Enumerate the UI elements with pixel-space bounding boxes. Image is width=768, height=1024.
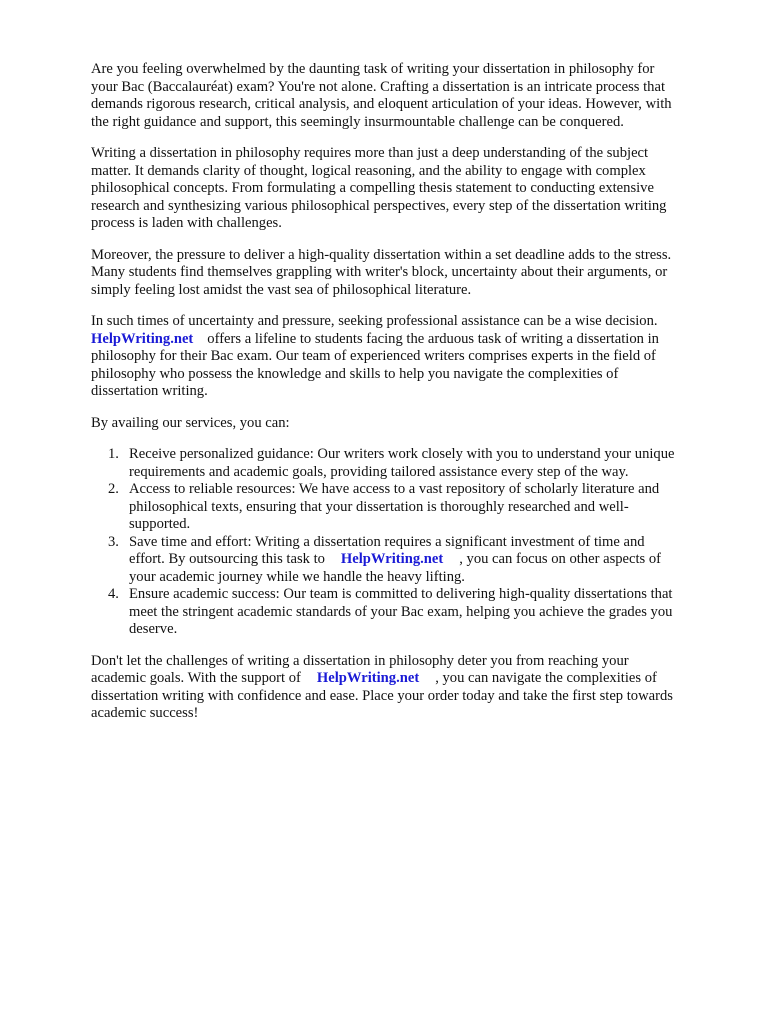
text-line [91,331,731,349]
list-number: 1. [108,446,119,462]
text-line: demands rigorous research, critical analysis, and eloquent articulation of your ideas. However, with [91,96,672,112]
text-line: Ensure academic success: Our team is committed to delivering high-quality dissertations that [129,586,673,602]
text-line: In such times of uncertainty and pressure, seeking professional assistance can be a wise decision. [91,313,658,329]
list-number: 2. [108,481,119,497]
text-line: dissertation writing. [91,383,208,399]
text-segment: effort. By outsourcing this task to [129,551,325,567]
intro-paragraphs [91,61,731,432]
document-body [91,61,731,737]
paragraph [91,653,731,723]
paragraph [91,145,731,233]
text-line [91,670,731,688]
text-line: Receive personalized guidance: Our writers work closely with you to understand your unique [129,446,675,462]
text-line: your academic journey while we handle the heavy lifting. [129,568,465,585]
text-line: Access to reliable resources: We have access to a vast repository of scholarly literature and [129,481,660,497]
text-segment: , you can navigate the complexities of [435,670,657,686]
text-line: Are you feeling overwhelmed by the daunting task of writing your dissertation in philosophy for [91,61,655,77]
text-line: your Bac (Baccalauréat) exam? You're not alone. Crafting a dissertation is an intricate process that [91,78,666,95]
text-line: research and synthesizing various philosophical perspectives, every step of the dissertation writing [91,197,667,214]
list-number: 3. [108,533,119,550]
text-line: deserve. [129,621,178,637]
text-line [129,551,731,569]
text-segment: , you can focus on other aspects of [459,551,662,567]
text-line: philosophical texts, ensuring that your dissertation is thoroughly researched and well- [129,498,629,515]
text-line: Many students find themselves grappling with writer's block, uncertainty about their arguments, or [91,264,668,280]
text-line: the right guidance and support, this seemingly insurmountable challenge can be conquered. [91,113,624,130]
list-number: 4. [108,586,119,602]
text-segment: academic goals. With the support of [91,670,301,686]
text-line: Writing a dissertation in philosophy requires more than just a deep understanding of the subject [91,145,649,161]
text-line: meet the stringent academic standards of your Bac exam, helping you achieve the grades you [129,603,673,620]
text-line: supported. [129,516,191,532]
text-line: Save time and effort: Writing a dissertation requires a significant investment of time and [129,533,645,550]
text-line: Don't let the challenges of writing a dissertation in philosophy deter you from reaching your [91,652,629,669]
list-item [91,481,731,534]
helpwriting-link[interactable]: HelpWriting.net [340,551,444,567]
text-line: dissertation writing with confidence and ease. Place your order today and take the first step towards [91,687,673,704]
text-line: simply feeling lost amidst the vast sea of philosophical literature. [91,281,472,298]
paragraph [91,61,731,131]
paragraph [91,415,731,433]
text-line: By availing our services, you can: [91,414,290,431]
text-segment: offers a lifeline to students facing the arduous task of writing a dissertation in [207,330,659,347]
text-line: philosophy for their Bac exam. Our team of experienced writers comprises experts in the field of [91,348,656,364]
helpwriting-link[interactable]: HelpWriting.net [91,330,194,347]
list-item [91,586,731,639]
text-line: requirements and academic goals, providing tailored assistance every step of the way. [129,463,629,480]
text-line: matter. It demands clarity of thought, logical reasoning, and the ability to engage with complex [91,162,646,179]
services-list [91,446,731,639]
text-line: process is laden with challenges. [91,215,282,231]
text-line: philosophical concepts. From formulating a compelling thesis statement to conducting extensive [91,180,654,196]
text-line: Moreover, the pressure to deliver a high-quality dissertation within a set deadline adds to the stress. [91,246,672,263]
paragraph [91,247,731,300]
list-item [91,446,731,481]
text-line: philosophy who possess the knowledge and skills to help you navigate the complexities of [91,365,619,382]
closing-paragraphs [91,653,731,723]
list-item [91,534,731,587]
text-line: academic success! [91,705,199,721]
helpwriting-link[interactable]: HelpWriting.net [316,670,420,686]
paragraph [91,313,731,401]
